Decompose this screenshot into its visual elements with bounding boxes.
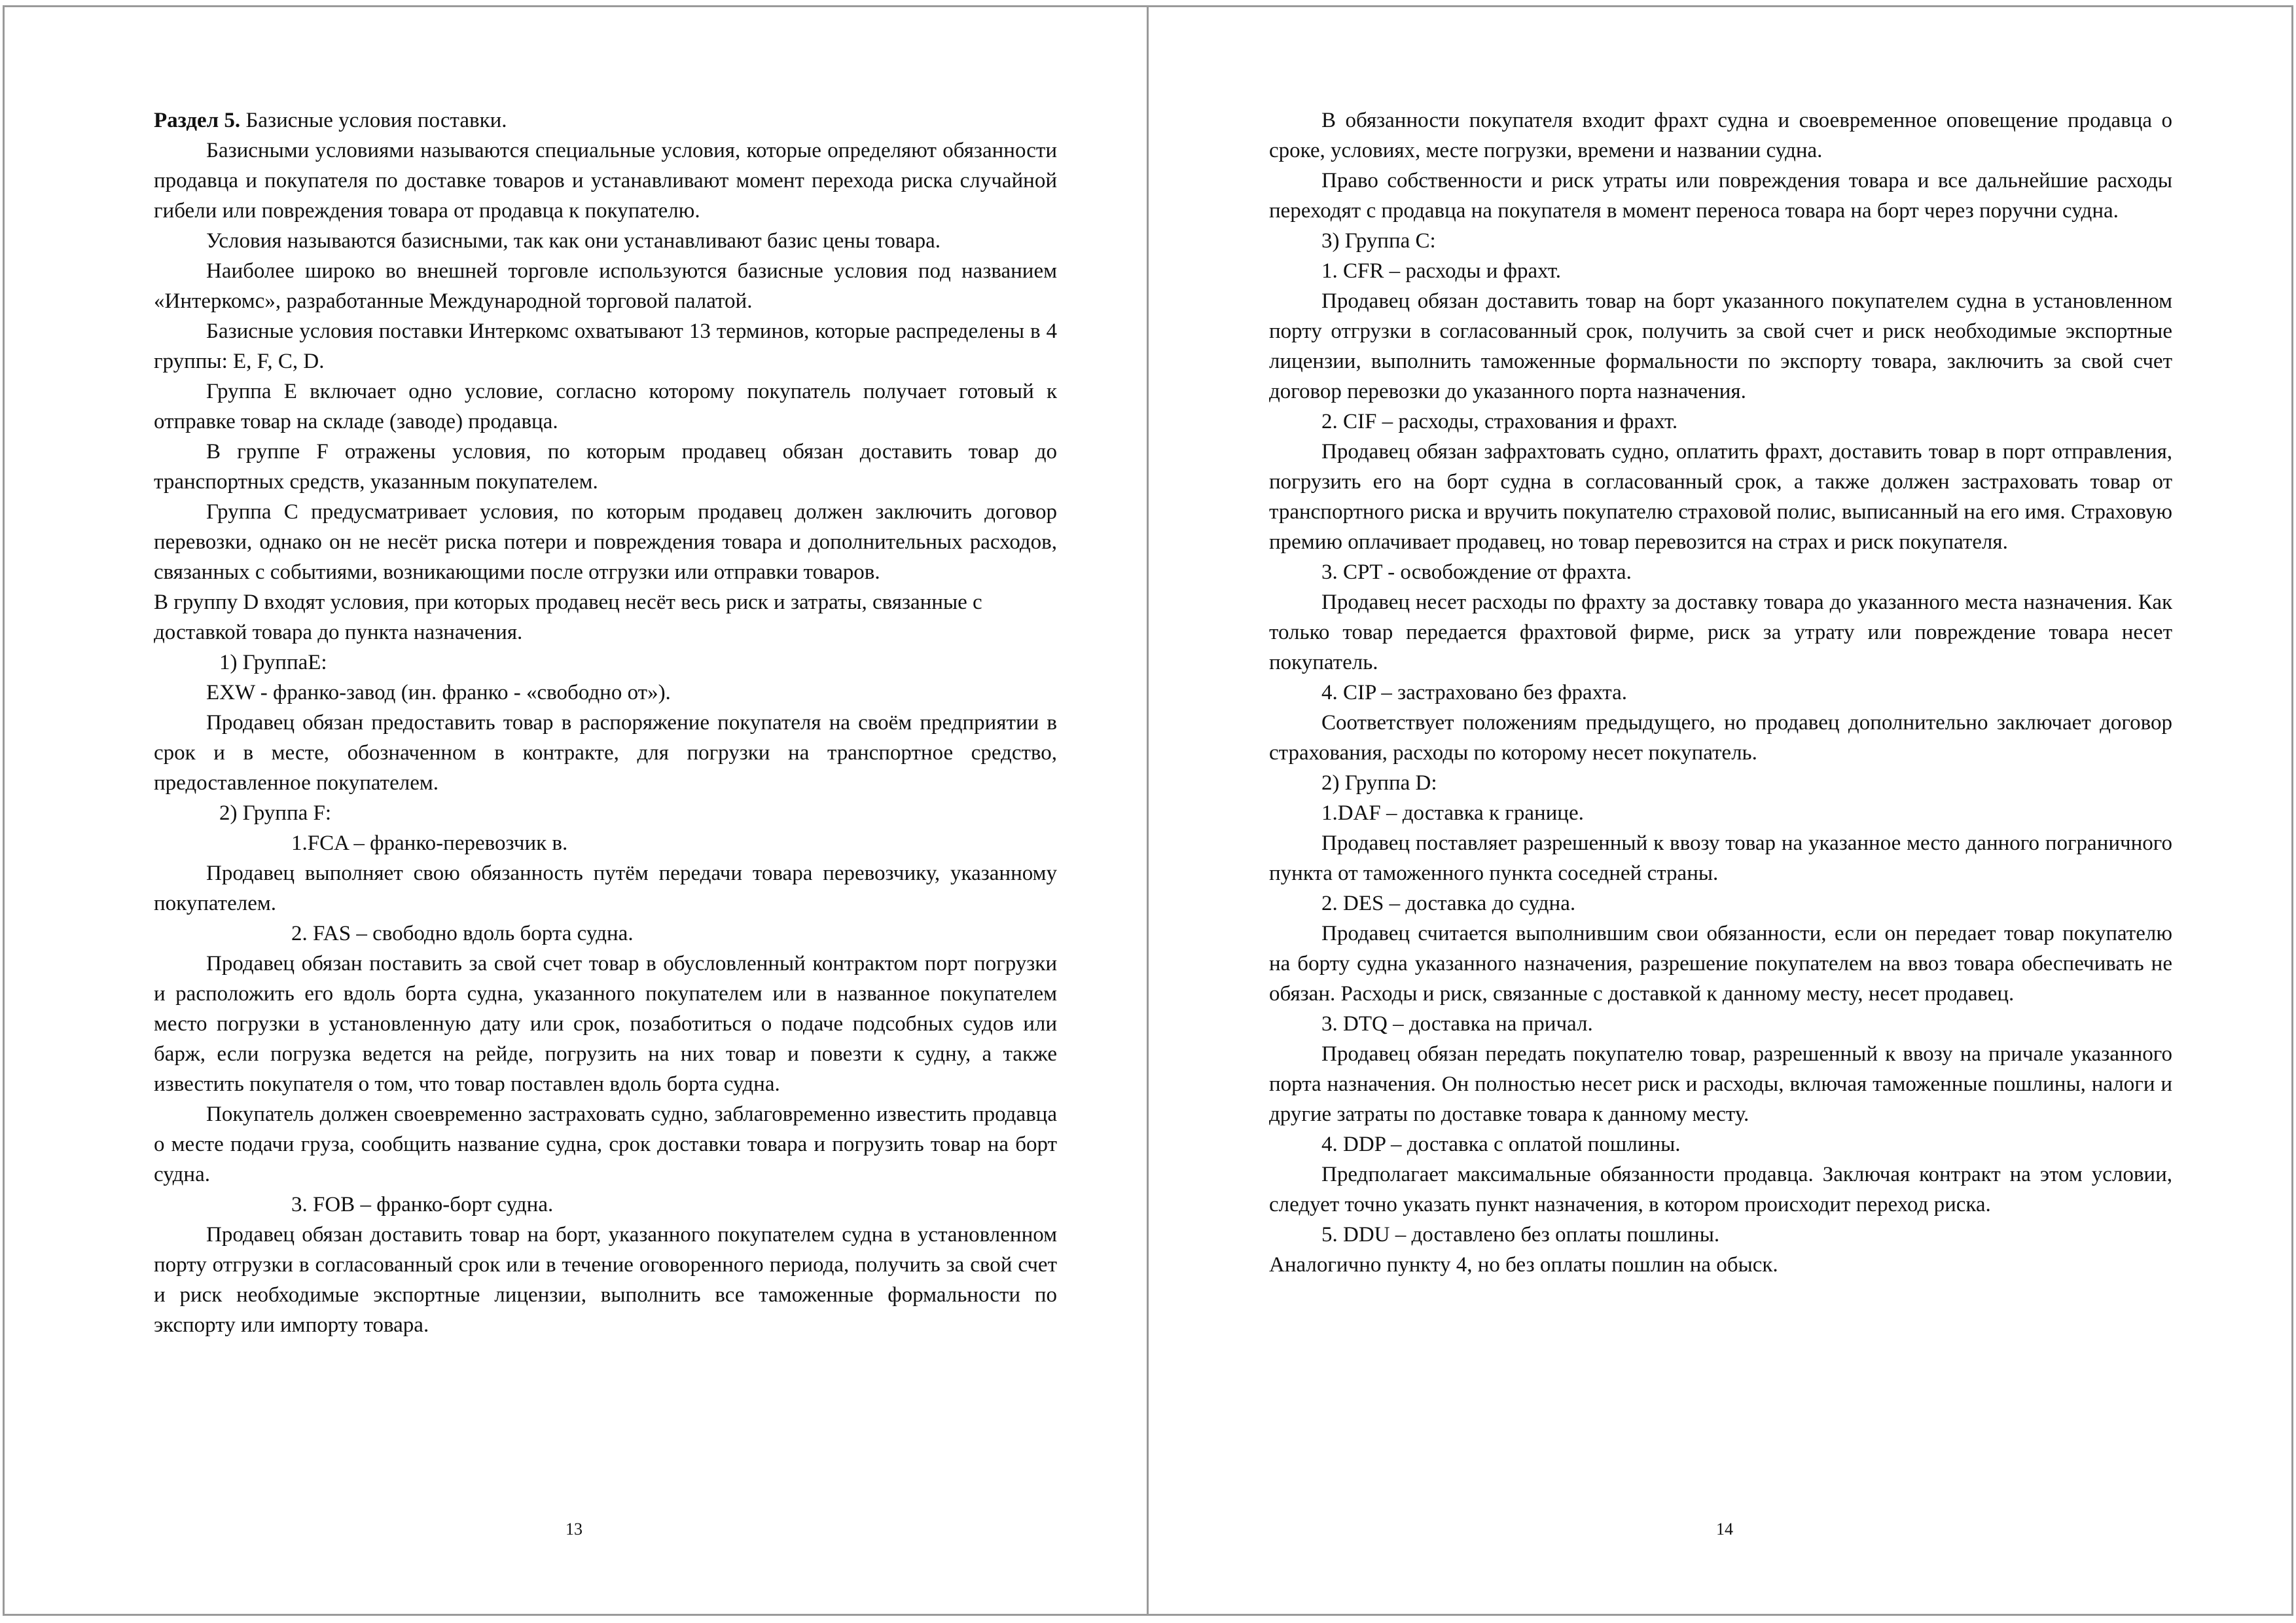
paragraph: В группу D входят условия, при которых продавец несёт весь риск и затраты, связанные с доставкой товара до пункта назначения. xyxy=(154,591,982,644)
term-heading: 2. DES – доставка до судна. xyxy=(1321,892,1576,915)
paragraph: Продавец обязан предоставить товар в распоряжение покупателя на своём предприятии в срок и в месте, обозначенном в контракте, для погрузки на транспортное средство, предоставленное покупателем. xyxy=(154,711,1057,795)
term-heading: 1.FCA – франко-перевозчик в. xyxy=(291,831,568,855)
paragraph: Базисные условия поставки Интеркомс охватывают 13 терминов, которые распределены в 4 группы: E, F, C, D. xyxy=(154,319,1057,373)
left-page xyxy=(3,5,1149,1616)
paragraph: Продавец обязан доставить товар на борт, указанного покупателем судна в установленном порту отгрузки в согласованный срок или в течение оговоренного периода, получить за свой счет и риск необходимые экспортные лицензии, выполнить все таможенные формальности по экспорту или импорту товара. xyxy=(154,1223,1057,1337)
term-heading: 1.DAF – доставка к границе. xyxy=(1321,801,1584,825)
paragraph: Базисными условиями называются специальные условия, которые определяют обязанности продавца и покупателя по доставке товаров и устанавливают момент перехода риска случайной гибели или повреждения товара от продавца к покупателю. xyxy=(154,139,1057,223)
term-heading: 2. FAS – свободно вдоль борта судна. xyxy=(291,922,634,945)
term-heading: 4. DDP – доставка с оплатой пошлины. xyxy=(1321,1133,1681,1156)
term-heading: 5. DDU – доставлено без оплаты пошлины. xyxy=(1321,1223,1720,1247)
section-heading xyxy=(154,105,1057,136)
paragraph: Продавец обязан зафрахтовать судно, оплатить фрахт, доставить товар в порт отправления, погрузить его на борт судна в согласованный срок, а также должен застраховать товар от транспортного риска и вручить покупателю страховой полис, выписанный на его имя. Страховую премию оплачивает продавец, но товар перевозится на страх и риск покупателя. xyxy=(1269,440,2172,554)
paragraph: Соответствует положениям предыдущего, но продавец дополнительно заключает договор страхования, расходы по которому несет покупатель. xyxy=(1269,711,2172,765)
paragraph: Продавец обязан поставить за свой счет товар в обусловленный контрактом порт погрузки и расположить его вдоль борта судна, указанного покупателем или в названное покупателем место погрузки в установленную дату или срок, позаботиться о подаче подсобных судов или барж, если погрузка ведется на рейде, погрузить на них товар и повезти к судну, а также известить покупателя о том, что товар поставлен вдоль борта судна. xyxy=(154,952,1057,1096)
term-heading: 3. CPT - освобождение от фрахта. xyxy=(1321,560,1632,584)
page-number: 13 xyxy=(565,1520,583,1539)
right-page xyxy=(1147,5,2293,1616)
paragraph: Продавец несет расходы по фрахту за доставку товара до указанного места назначения. Как только товар передается фрахтовой фирме, риск за утрату или повреждение товара несет покупатель. xyxy=(1269,591,2172,674)
paragraph: Группа E включает одно условие, согласно которому покупатель получает готовый к отправке товар на складе (заводе) продавца. xyxy=(154,380,1057,433)
term-heading: EXW - франко-завод (ин. франко - «свободно от»). xyxy=(206,681,671,704)
paragraph: Наиболее широко во внешней торговле используются базисные условия под названием «Интеркомс», разработанные Международной торговой палатой. xyxy=(154,259,1057,313)
term-heading: 3. DTQ – доставка на причал. xyxy=(1321,1012,1593,1036)
right-page-text xyxy=(1269,105,2172,1280)
paragraph: Покупатель должен своевременно застраховать судно, заблаговременно известить продавца о месте подачи груза, сообщить название судна, срок доставки товара и погрузить товар на борт судна. xyxy=(154,1103,1057,1186)
section-title: Базисные условия поставки. xyxy=(240,109,507,132)
term-heading: 3. FOB – франко-борт судна. xyxy=(291,1193,554,1216)
page-number: 14 xyxy=(1716,1520,1733,1539)
paragraph: Аналогично пункту 4, но без оплаты пошлин на обыск. xyxy=(1269,1253,1778,1277)
paragraph: В группе F отражены условия, по которым продавец обязан доставить товар до транспортных средств, указанным покупателем. xyxy=(154,440,1057,494)
paragraph: Продавец поставляет разрешенный к ввозу товар на указанное место данного пограничного пункта от таможенного пункта соседней страны. xyxy=(1269,831,2172,885)
paragraph: Предполагает максимальные обязанности продавца. Заключая контракт на этом условии, следует точно указать пункт назначения, в котором происходит переход риска. xyxy=(1269,1163,2172,1216)
term-heading: 2. CIF – расходы, страхования и фрахт. xyxy=(1321,410,1678,433)
group-heading: 2) Группа F: xyxy=(219,801,332,825)
left-page-text xyxy=(154,105,1057,1340)
paragraph: В обязанности покупателя входит фрахт судна и своевременное оповещение продавца о сроке, условиях, месте погрузки, времени и названии судна. xyxy=(1269,109,2172,162)
group-heading: 1) ГруппаE: xyxy=(219,651,327,674)
paragraph: Группа C предусматривает условия, по которым продавец должен заключить договор перевозки, однако он не несёт риска потери и повреждения товара и дополнительных расходов, связанных с событиями, возникающими после отгрузки или отправки товаров. xyxy=(154,500,1057,584)
term-heading: 1. CFR – расходы и фрахт. xyxy=(1321,259,1562,283)
paragraph: Право собственности и риск утраты или повреждения товара и все дальнейшие расходы переходят с продавца на покупателя в момент переноса товара на борт через поручни судна. xyxy=(1269,169,2172,223)
section-label: Раздел 5. xyxy=(154,109,241,132)
paragraph: Продавец обязан доставить товар на борт указанного покупателем судна в установленном порту отгрузки в согласованный срок, получить за свой счет и риск необходимые экспортные лицензии, выполнить таможенные формальности по экспорту товара, заключить за свой счет договор перевозки до указанного порта назначения. xyxy=(1269,289,2172,403)
paragraph: Продавец выполняет свою обязанность путём передачи товара перевозчику, указанному покупателем. xyxy=(154,862,1057,915)
term-heading: 4. CIP – застраховано без фрахта. xyxy=(1321,681,1627,704)
paragraph: Продавец обязан передать покупателю товар, разрешенный к ввозу на причале указанного порта назначения. Он полностью несет риск и расходы, включая таможенные пошлины, налоги и другие затраты по доставке товара к данному месту. xyxy=(1269,1042,2172,1126)
paragraph: Продавец считается выполнившим свои обязанности, если он передает товар покупателю на борту судна указанного назначения, разрешение покупателем на ввоз товара обеспечивать не обязан. Расходы и риск, связанные с доставкой к данному месту, несет продавец. xyxy=(1269,922,2172,1006)
group-heading: 2) Группа D: xyxy=(1321,771,1437,795)
paragraph: Условия называются базисными, так как они устанавливают базис цены товара. xyxy=(206,229,941,253)
group-heading: 3) Группа C: xyxy=(1321,229,1436,253)
